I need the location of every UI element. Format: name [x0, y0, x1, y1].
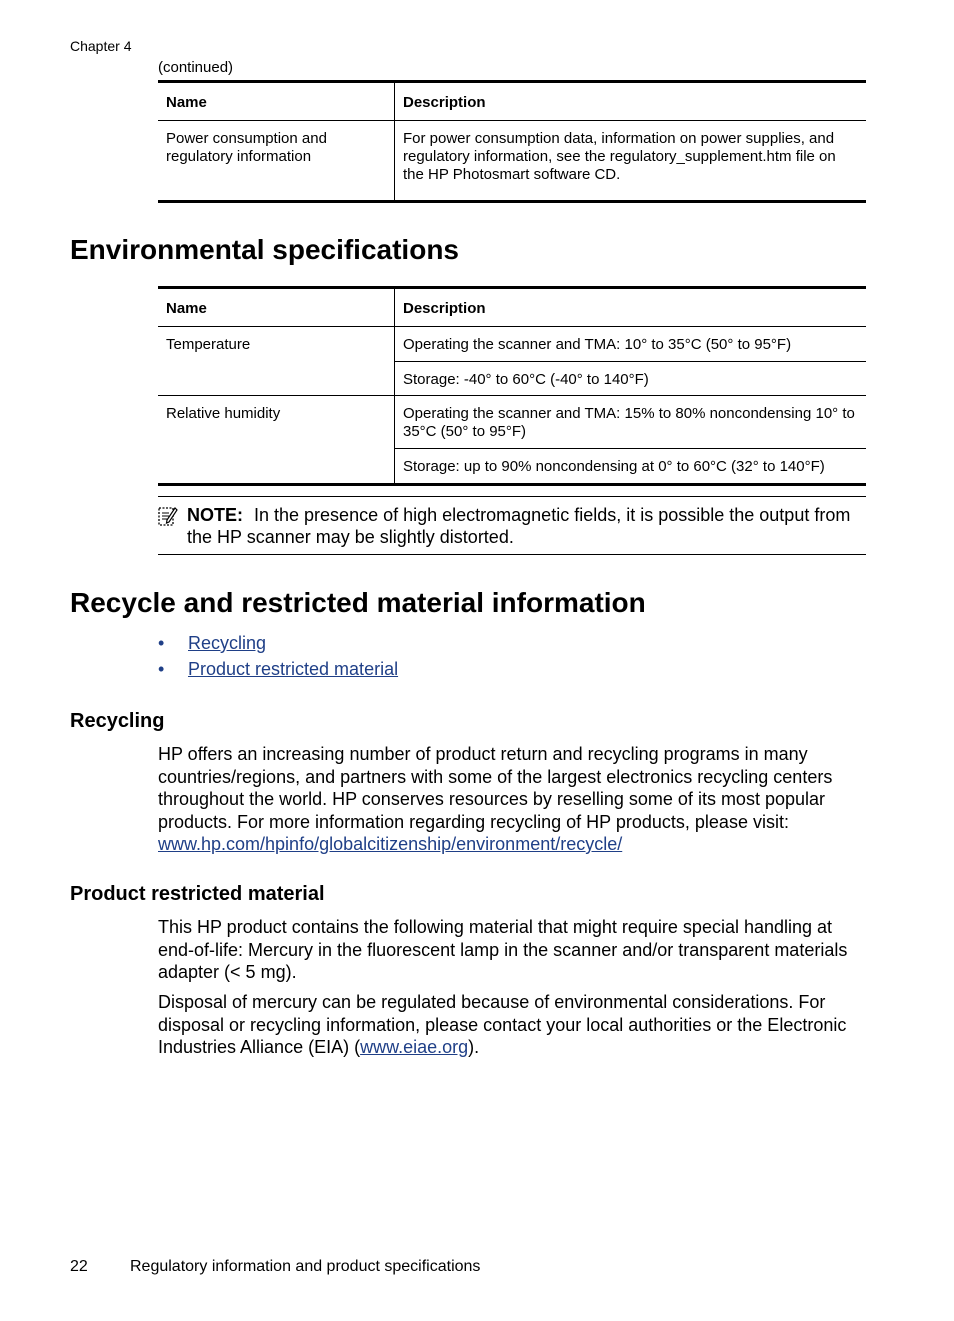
recycling-paragraph	[158, 743, 868, 856]
page-number: 22	[70, 1258, 88, 1275]
table-row	[158, 396, 866, 449]
bullet: •	[158, 659, 165, 679]
humidity-storage: Storage: up to 90% noncondensing at 0° to 60°C (32° to 140°F)	[395, 449, 867, 485]
restricted-text: Disposal of mercury can be regulated because of environmental considerations. For disposal or recycling information, please contact your local authorities or the Electronic Industries Alliance (EIA) (	[158, 992, 847, 1057]
table-header-row	[158, 82, 866, 121]
section-heading-environmental: Environmental specifications	[70, 234, 459, 265]
subheading-product-restricted-material: Product restricted material	[70, 883, 325, 905]
link-product-restricted-material[interactable]: Product restricted material	[188, 659, 399, 679]
col-description-header: Description	[395, 288, 867, 327]
humidity-operating: Operating the scanner and TMA: 15% to 80% noncondensing 10° to 35°C (50° to 95°F)	[395, 396, 867, 449]
subheading-recycling: Recycling	[70, 710, 165, 732]
row-name: Power consumption and regulatory information	[166, 130, 327, 165]
table-row	[158, 327, 866, 362]
continued-label: (continued)	[158, 59, 234, 76]
footer-section-title: Regulatory information and product specifications	[130, 1258, 481, 1275]
chapter-label: Chapter 4	[70, 38, 132, 54]
restricted-paragraph-2	[158, 991, 868, 1059]
note-label: NOTE:	[187, 505, 243, 525]
temperature-operating: Operating the scanner and TMA: 10° to 35°C (50° to 95°F)	[395, 327, 867, 362]
note-pencil-icon	[158, 505, 178, 527]
link-hp-recycle-url[interactable]: www.hp.com/hpinfo/globalcitizenship/environment/recycle/	[158, 834, 623, 854]
section-links-list	[158, 632, 398, 684]
bullet: •	[158, 633, 165, 653]
restricted-paragraph-1: This HP product contains the following material that might require special handling at end-of-life: Mercury in the fluorescent lamp in the scanner and/or transparent materials adapter (< 5 mg).	[158, 917, 848, 982]
link-recycling[interactable]: Recycling	[188, 633, 267, 653]
note-body: In the presence of high electromagnetic fields, it is possible the output from the HP scanner may be slightly distorted.	[187, 505, 851, 547]
col-name-header: Name	[166, 93, 207, 111]
col-description-header: Description	[395, 82, 867, 121]
table-header-row	[158, 288, 866, 327]
link-eiae[interactable]: www.eiae.org	[360, 1037, 469, 1057]
restricted-text-end: ).	[468, 1037, 480, 1057]
recycling-text: HP offers an increasing number of product return and recycling programs in many countries/regions, and partners with some of the largest electronics recycling centers throughout the world. HP conserves resources by reselling some of its most popular products. For more information regarding recycling of HP products, please visit:	[158, 744, 833, 832]
environmental-table	[158, 286, 866, 486]
temperature-storage: Storage: -40° to 60°C (-40° to 140°F)	[395, 362, 867, 396]
list-item	[158, 632, 398, 658]
power-table	[158, 80, 866, 203]
list-item	[158, 658, 398, 684]
note-text	[187, 504, 872, 548]
col-name-header: Name	[166, 299, 207, 317]
row-name-temperature: Temperature	[166, 336, 251, 353]
section-heading-recycle: Recycle and restricted material information	[70, 587, 646, 618]
note-box	[158, 496, 866, 555]
table-row	[158, 121, 866, 202]
row-name-humidity: Relative humidity	[166, 405, 281, 422]
row-description: For power consumption data, information on power supplies, and regulatory information, see the regulatory_supplement.htm file on the HP Photosmart software CD.	[395, 121, 867, 202]
